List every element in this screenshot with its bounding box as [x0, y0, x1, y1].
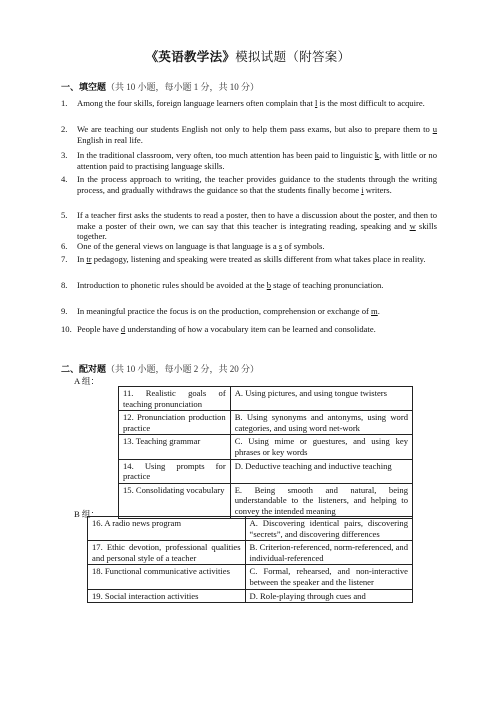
question-number: 10.	[61, 324, 72, 334]
question-text-part: pedagogy, listening and speaking were treated as skills different from what takes place in reality.	[91, 254, 426, 264]
match-row	[88, 565, 413, 589]
section-1-heading: 一、填空题（共 10 小题，每小题 1 分，共 10 分）	[61, 82, 260, 92]
question-item	[61, 98, 437, 109]
match-option: D. Deductive teaching and inductive teaching	[230, 459, 412, 483]
match-item: 14. Using prompts for practice	[119, 459, 231, 483]
question-text	[77, 324, 437, 335]
title-bold: 《英语教学法》	[145, 50, 236, 64]
match-option: E. Being smooth and natural, being understandable to the listeners, and helping to convey the intended meaning	[230, 483, 412, 518]
question-number: 2.	[61, 124, 68, 134]
question-text-part: In meaningful practice the focus is on the production, comprehension or exchange of	[77, 306, 372, 316]
match-row	[119, 459, 413, 483]
question-item	[61, 124, 437, 145]
question-text	[77, 254, 437, 265]
answer-blank: b	[266, 280, 272, 290]
question-item	[61, 241, 437, 252]
question-number: 6.	[61, 241, 68, 251]
question-text-part: understanding of how a vocabulary item can be learned and consolidate.	[125, 324, 376, 334]
question-text-part: writers.	[363, 184, 392, 195]
question-text-part: Introduction to phonetic rules should be avoided at the	[77, 280, 267, 290]
match-option: B. Using synonyms and antonyms, using word categories, and using word net-work	[230, 411, 412, 435]
match-item: 19. Social interaction activities	[88, 589, 246, 603]
question-number: 1.	[61, 98, 68, 108]
answer-blank: d	[120, 324, 126, 334]
group-a-label: A 组：	[74, 376, 100, 386]
answer-blank: l	[314, 98, 318, 108]
question-number: 3.	[61, 150, 68, 160]
answer-blank: i	[361, 184, 364, 195]
question-text	[77, 124, 437, 145]
match-option: D. Role-playing through cues and	[245, 589, 412, 603]
match-option: C. Using mime or guestures, and using key phrases or key words	[230, 435, 412, 459]
match-row	[119, 483, 413, 518]
question-text-part: One of the general views on language is that language is a	[77, 241, 279, 251]
question-item	[61, 254, 437, 265]
answer-blank: u	[432, 124, 437, 134]
question-item	[61, 210, 437, 242]
question-item	[61, 150, 437, 171]
answer-blank: w	[409, 220, 416, 231]
match-item: 16. A radio news program	[88, 517, 246, 541]
question-number: 4.	[61, 174, 68, 184]
question-text-part: skills together.	[77, 220, 438, 242]
match-option: B. Criterion-referenced, norm-referenced, and individual-referenced	[245, 541, 412, 565]
match-row	[119, 435, 413, 459]
question-text	[77, 150, 437, 171]
question-text-part: stage of teaching pronunciation.	[271, 280, 384, 290]
match-item: 17. Ethic devotion, professional qualities and personal style of a teacher	[88, 541, 246, 565]
question-text-part: Among the four skills, foreign language learners often complain that	[77, 98, 315, 108]
question-number: 8.	[61, 280, 68, 290]
match-row	[88, 541, 413, 565]
answer-blank: m	[371, 306, 378, 316]
match-row	[88, 517, 413, 541]
question-text-part: People have	[77, 324, 121, 334]
question-text-part: In	[77, 254, 87, 264]
answer-blank: s	[278, 241, 283, 251]
question-text-part: In the process approach to writing, the teacher provides guidance to the students through the writing process, and gradually withdraws the guidance so that the students finally become	[77, 174, 437, 195]
question-item	[61, 174, 437, 195]
question-text-part: of symbols.	[282, 241, 325, 251]
match-item: 12. Pronunciation production practice	[119, 411, 231, 435]
group-b-label: B 组：	[74, 509, 100, 519]
question-text	[77, 306, 437, 317]
page-title	[0, 47, 496, 65]
answer-blank: k	[374, 150, 380, 160]
match-option: C. Formal, rehearsed, and non-interactive between the speaker and the listener	[245, 565, 412, 589]
section-1-note: （共 10 小题，每小题 1 分，共 10 分）	[106, 82, 260, 92]
match-option: A. Discovering identical pairs, discovering “secrets”, and discovering differences	[245, 517, 412, 541]
match-item: 18. Functional communicative activities	[88, 565, 246, 589]
question-text-part: If a teacher first asks the students to read a poster, then to have a discussion about the poster, and then to make a poster of their own, we can say that this teacher is integrating reading, speaking and	[77, 210, 437, 231]
question-text	[77, 280, 437, 291]
question-item	[61, 306, 437, 317]
question-text	[77, 98, 437, 109]
section-2-heading: 二、配对题（共 10 小题，每小题 2 分，共 20 分）	[61, 364, 260, 374]
question-text-part: In the traditional classroom, very often, too much attention has been paid to linguistic	[77, 150, 375, 160]
matching-table-a	[118, 386, 413, 519]
answer-blank: tr	[86, 254, 92, 264]
question-item	[61, 324, 437, 335]
title-rest: 模拟试题（附答案）	[235, 50, 351, 64]
question-text-part: .	[377, 306, 380, 316]
question-number: 7.	[61, 254, 68, 264]
section-2-note: （共 10 小题，每小题 2 分，共 20 分）	[106, 364, 260, 374]
question-text	[77, 210, 437, 242]
question-text-part: English in real life.	[77, 134, 143, 145]
question-item	[61, 280, 437, 291]
match-option: A. Using pictures, and using tongue twisters	[230, 387, 412, 411]
match-row	[119, 387, 413, 411]
match-item: 13. Teaching grammar	[119, 435, 231, 459]
match-row	[119, 411, 413, 435]
question-text	[77, 241, 437, 252]
question-text	[77, 174, 437, 195]
match-row	[88, 589, 413, 603]
question-number: 9.	[61, 306, 68, 316]
matching-table-b	[87, 516, 413, 603]
question-text-part: is the most difficult to acquire.	[317, 98, 425, 108]
match-item: 11. Realistic goals of teaching pronunciation	[119, 387, 231, 411]
question-text-part: We are teaching our students English not only to help them pass exams, but also to prepare them to	[77, 124, 433, 134]
question-number: 5.	[61, 210, 68, 220]
match-item: 15. Consolidating vocabulary	[119, 483, 231, 518]
question-text-part: , with little or no attention paid to practising language skills.	[77, 150, 437, 171]
